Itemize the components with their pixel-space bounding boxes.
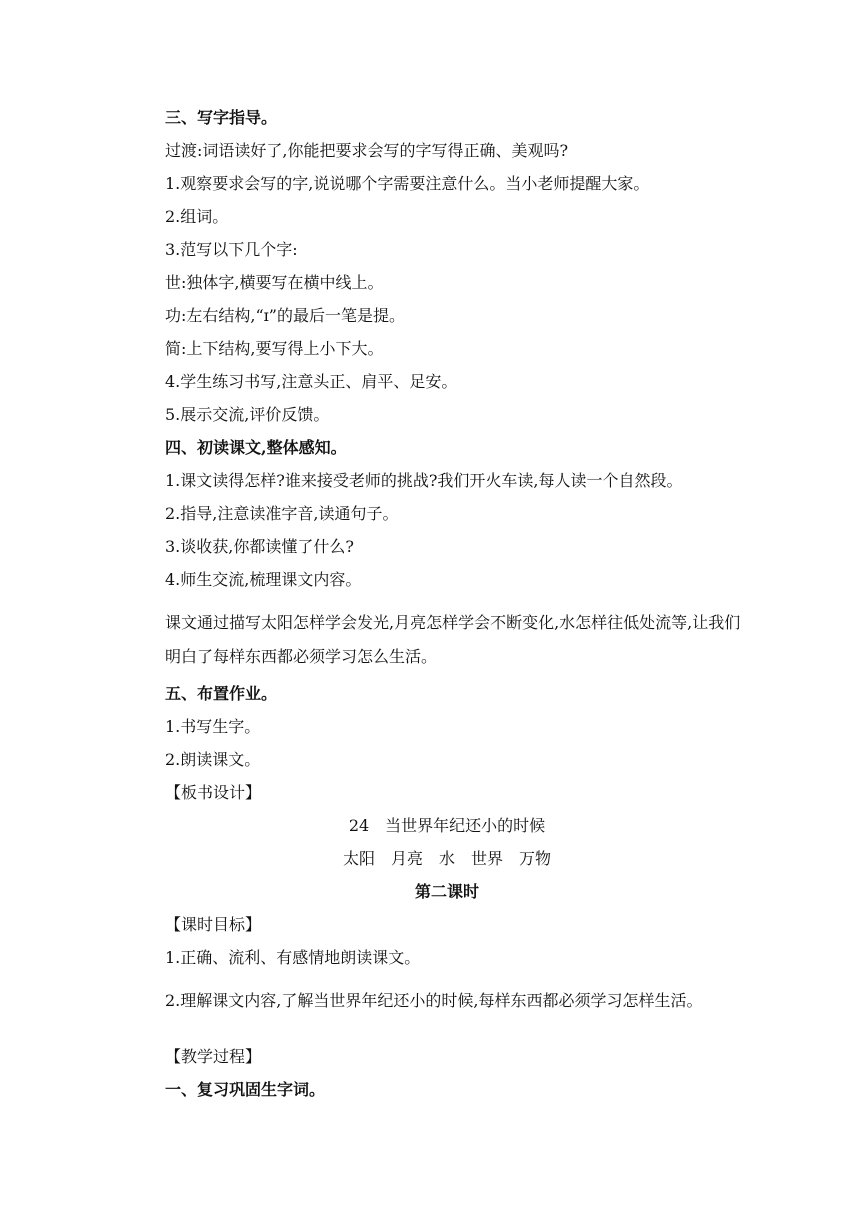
paragraph-gains: 3.谈收获,你都读懂了什么?	[165, 537, 354, 556]
paragraph-char-jian: 简:上下结构,要写得上小下大。	[165, 339, 384, 358]
paragraph-transition: 过渡:词语读好了,你能把要求会写的字写得正确、美观吗?	[165, 141, 569, 160]
label-board-design: 【板书设计】	[165, 783, 262, 802]
section-heading-homework: 五、布置作业。	[165, 684, 278, 703]
section-heading-first-reading: 四、初读课文,整体感知。	[165, 438, 347, 457]
paragraph-reading-challenge: 1.课文读得怎样?谁来接受老师的挑战?我们开火车读,每人读一个自然段。	[165, 471, 683, 490]
paragraph-guidance: 2.指导,注意读准字音,读通句子。	[165, 504, 399, 523]
section-heading-writing: 三、写字指导。	[165, 108, 278, 127]
paragraph-summary: 课文通过描写太阳怎样学会发光,月亮怎样学会不断变化,水怎样往低处流等,让我们明白了每样东西都必须学习怎么生活。	[165, 613, 741, 666]
paragraph-model-writing: 3.范写以下几个字:	[165, 240, 298, 259]
paragraph-char-gong: 功:左右结构,“ɪ”的最后一笔是提。	[165, 306, 405, 325]
section-heading-review: 一、复习巩固生字词。	[165, 1080, 326, 1099]
paragraph-feedback: 5.展示交流,评价反馈。	[165, 405, 330, 424]
paragraph-read-text: 2.朗读课文。	[165, 750, 261, 769]
label-lesson-goals: 【课时目标】	[165, 915, 262, 934]
label-teaching-process: 【教学过程】	[165, 1047, 262, 1066]
paragraph-write-characters: 1.书写生字。	[165, 717, 261, 736]
paragraph-observe: 1.观察要求会写的字,说说哪个字需要注意什么。当小老师提醒大家。	[165, 174, 650, 193]
paragraph-goal-reading: 1.正确、流利、有感情地朗读课文。	[165, 948, 421, 967]
lesson-two-heading: 第二课时	[414, 882, 479, 901]
paragraph-exchange: 4.师生交流,梳理课文内容。	[165, 570, 362, 589]
board-title: 24 当世界年纪还小的时候	[348, 816, 546, 835]
board-keywords: 太阳 月亮 水 世界 万物	[342, 849, 551, 868]
paragraph-word-formation: 2.组词。	[165, 207, 229, 226]
paragraph-goal-understanding: 2.理解课文内容,了解当世界年纪还小的时候,每样东西都必须学习怎样生活。	[165, 991, 703, 1010]
paragraph-practice: 4.学生练习书写,注意头正、肩平、足安。	[165, 372, 458, 391]
paragraph-char-shi: 世:独体字,横要写在横中线上。	[165, 273, 384, 292]
